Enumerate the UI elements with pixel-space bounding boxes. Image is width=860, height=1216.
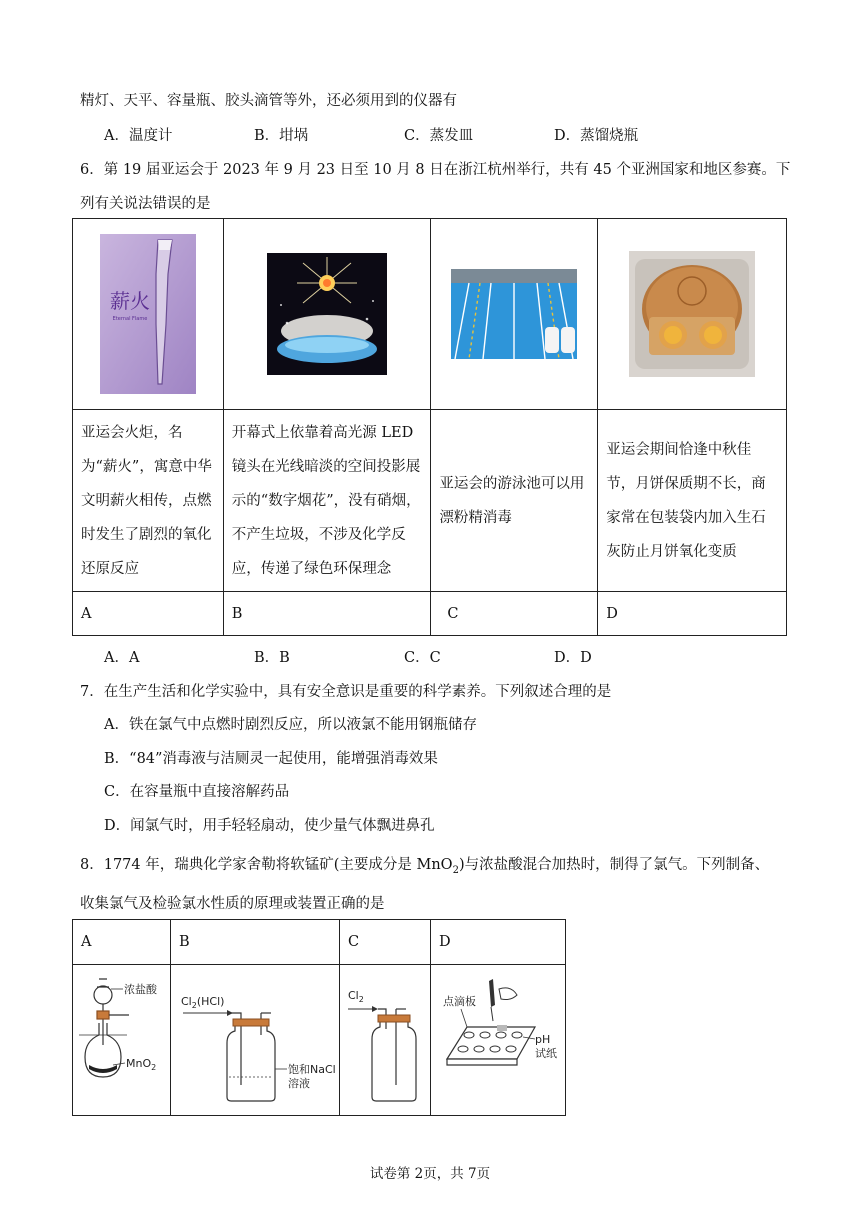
q6-label-b: B: [223, 592, 431, 636]
q8-label-row: [73, 920, 566, 965]
q6-text-c: 亚运会的游泳池可以用漂粉精消毒: [431, 410, 598, 592]
torch-logo-subtext: Eternal Flame: [112, 316, 148, 322]
label-spot-plate: 点滴板: [443, 995, 476, 1008]
page-footer: 试卷第 2页，共 7页: [369, 1166, 491, 1182]
torch-logo-text: 薪火: [109, 289, 150, 313]
apparatus-a-diagram: [73, 965, 170, 1111]
q5-option-b: B．坩埚: [254, 128, 309, 144]
apparatus-b-diagram: [171, 965, 339, 1111]
swimming-pool-image: [451, 269, 577, 359]
label-solution: 溶液: [288, 1077, 310, 1090]
label-saturated-nacl: 饱和NaCl: [288, 1063, 336, 1076]
q5-stem-tail: 精灯、天平、容量瓶、胶头滴管等外，还必须用到的仪器有: [80, 93, 457, 109]
q8-cell-d: [431, 965, 566, 1116]
q5-option-a: A．温度计: [104, 128, 173, 144]
q6-cell-mooncake-image: [598, 219, 787, 410]
q6-cell-pool-image: [431, 219, 598, 410]
q8-cell-a: [73, 965, 171, 1116]
q6-label-a: A: [73, 592, 224, 636]
label-ph: pH: [535, 1033, 551, 1046]
q5-option-c: C．蒸发皿: [404, 128, 474, 144]
label-conc-hcl: 浓盐酸: [124, 983, 157, 996]
q6-cell-fireworks-image: [223, 219, 431, 410]
q8-cell-c: [340, 965, 431, 1116]
q5-options: [104, 124, 704, 145]
q6-option-a: A．A: [104, 650, 140, 666]
label-cl2: $Cl_2$: [348, 989, 364, 1004]
q8-table: [72, 919, 566, 1116]
q6-text-a: 亚运会火炬，名为“薪火”，寓意中华文明薪火相传，点燃时发生了剧烈的氧化还原反应: [73, 410, 224, 592]
q8-diagram-row: [73, 965, 566, 1116]
label-mno2: MnO$_2$: [126, 1057, 157, 1072]
q8-label-d: D: [431, 920, 566, 965]
q6-table: [72, 218, 787, 636]
apparatus-d-diagram: [431, 965, 565, 1111]
q7-option-d: D．闻氯气时，用手轻轻扇动，使少量气体飘进鼻孔: [104, 818, 435, 834]
q8-stem-sub: 2: [452, 864, 459, 876]
q8-label-b: B: [171, 920, 340, 965]
mooncake-image: [629, 251, 755, 377]
q8-stem-part1: 8．1774 年，瑞典化学家舍勒将软锰矿(主要成分是 MnO: [80, 857, 453, 873]
q6-text-d: 亚运会期间恰逢中秋佳节，月饼保质期不长，商家常在包装袋内加入生石灰防止月饼氧化变质: [598, 410, 787, 592]
q6-cell-torch-image: [73, 219, 224, 410]
q6-text-b: 开幕式上依靠着高光源 LED 镜头在光线暗淡的空间投影展示的“数字烟花”，没有硝烟，不产生垃圾，不涉及化学反应，传递了绿色环保理念: [223, 410, 431, 592]
q7-option-a: A．铁在氯气中点燃时剧烈反应，所以液氯不能用钢瓶储存: [104, 717, 477, 733]
q5-option-d: D．蒸馏烧瓶: [554, 128, 639, 144]
torch-image: [100, 234, 196, 394]
q7-stem: 7．在生产生活和化学实验中，具有安全意识是重要的科学素养。下列叙述合理的是: [80, 684, 612, 700]
q6-stem-line1: 6．第 19 届亚运会于 2023 年 9 月 23 日至 10 月 8 日在浙江杭州举行，共有 45 个亚洲国家和地区参赛。下: [80, 162, 791, 178]
q6-option-c: C．C: [404, 650, 441, 666]
q6-options: [104, 646, 704, 667]
q6-label-c: C: [431, 592, 598, 636]
q6-label-d: D: [598, 592, 787, 636]
q6-label-row: [73, 592, 787, 636]
q6-option-d: D．D: [554, 650, 592, 666]
q7-option-b: B．“84”消毒液与洁厕灵一起使用，能增强消毒效果: [104, 751, 438, 767]
label-test-paper: 试纸: [535, 1047, 557, 1060]
q6-stem-line2: 列有关说法错误的是: [80, 196, 211, 212]
q7-option-c: C．在容量瓶中直接溶解药品: [104, 784, 290, 800]
q8-label-a: A: [73, 920, 171, 965]
q8-stem-part2: )与浓盐酸混合加热时，制得了氯气。下列制备、: [458, 857, 770, 873]
fireworks-image: [267, 253, 387, 375]
q8-label-c: C: [340, 920, 431, 965]
q6-option-b: B．B: [254, 650, 290, 666]
q8-stem-line1: [80, 853, 769, 876]
label-cl2-hcl: $Cl_2(HCl)$: [181, 995, 225, 1010]
apparatus-c-diagram: [340, 965, 430, 1111]
q6-text-row: [73, 410, 787, 592]
q6-image-row: [73, 219, 787, 410]
q8-stem-line2: 收集氯气及检验氯水性质的原理或装置正确的是: [80, 896, 385, 912]
q8-cell-b: [171, 965, 340, 1116]
